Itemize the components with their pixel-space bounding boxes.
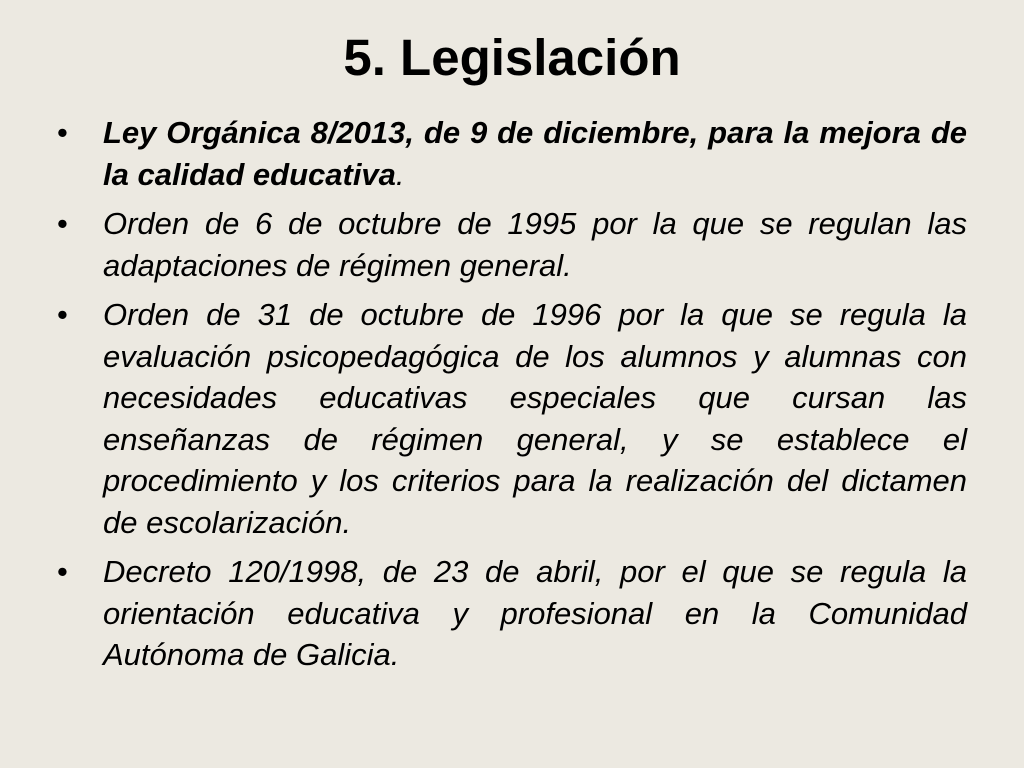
item-text: Orden de 6 de octubre de 1995 por la que se regulan las adaptaciones de régimen general.	[103, 206, 967, 283]
bullet-icon: •	[57, 206, 68, 241]
bullet-icon: •	[57, 554, 68, 589]
list-item	[55, 551, 967, 676]
item-text: Ley Orgánica 8/2013, de 9 de diciembre, para la mejora de la calidad educativa	[103, 115, 967, 192]
item-text: Orden de 31 de octubre de 1996 por la que se regula la evaluación psicopedagógica de los alumnos y alumnas con necesidades educativas especiales que cursan las enseñanzas de régimen general, y se establece el procedimiento y los criterios para la realización del dictamen de escolarización.	[103, 297, 967, 540]
bullet-icon: •	[57, 115, 68, 150]
slide-title: 5. Legislación	[343, 29, 681, 86]
item-text-tail: .	[395, 156, 405, 192]
item-text: Decreto 120/1998, de 23 de abril, por el que se regula la orientación educativa y profesional en la Comunidad Autónoma de Galicia.	[103, 554, 967, 672]
legislation-list	[55, 112, 967, 684]
list-item	[55, 112, 967, 195]
list-item	[55, 203, 967, 286]
list-item	[55, 294, 967, 543]
bullet-icon: •	[57, 297, 68, 332]
